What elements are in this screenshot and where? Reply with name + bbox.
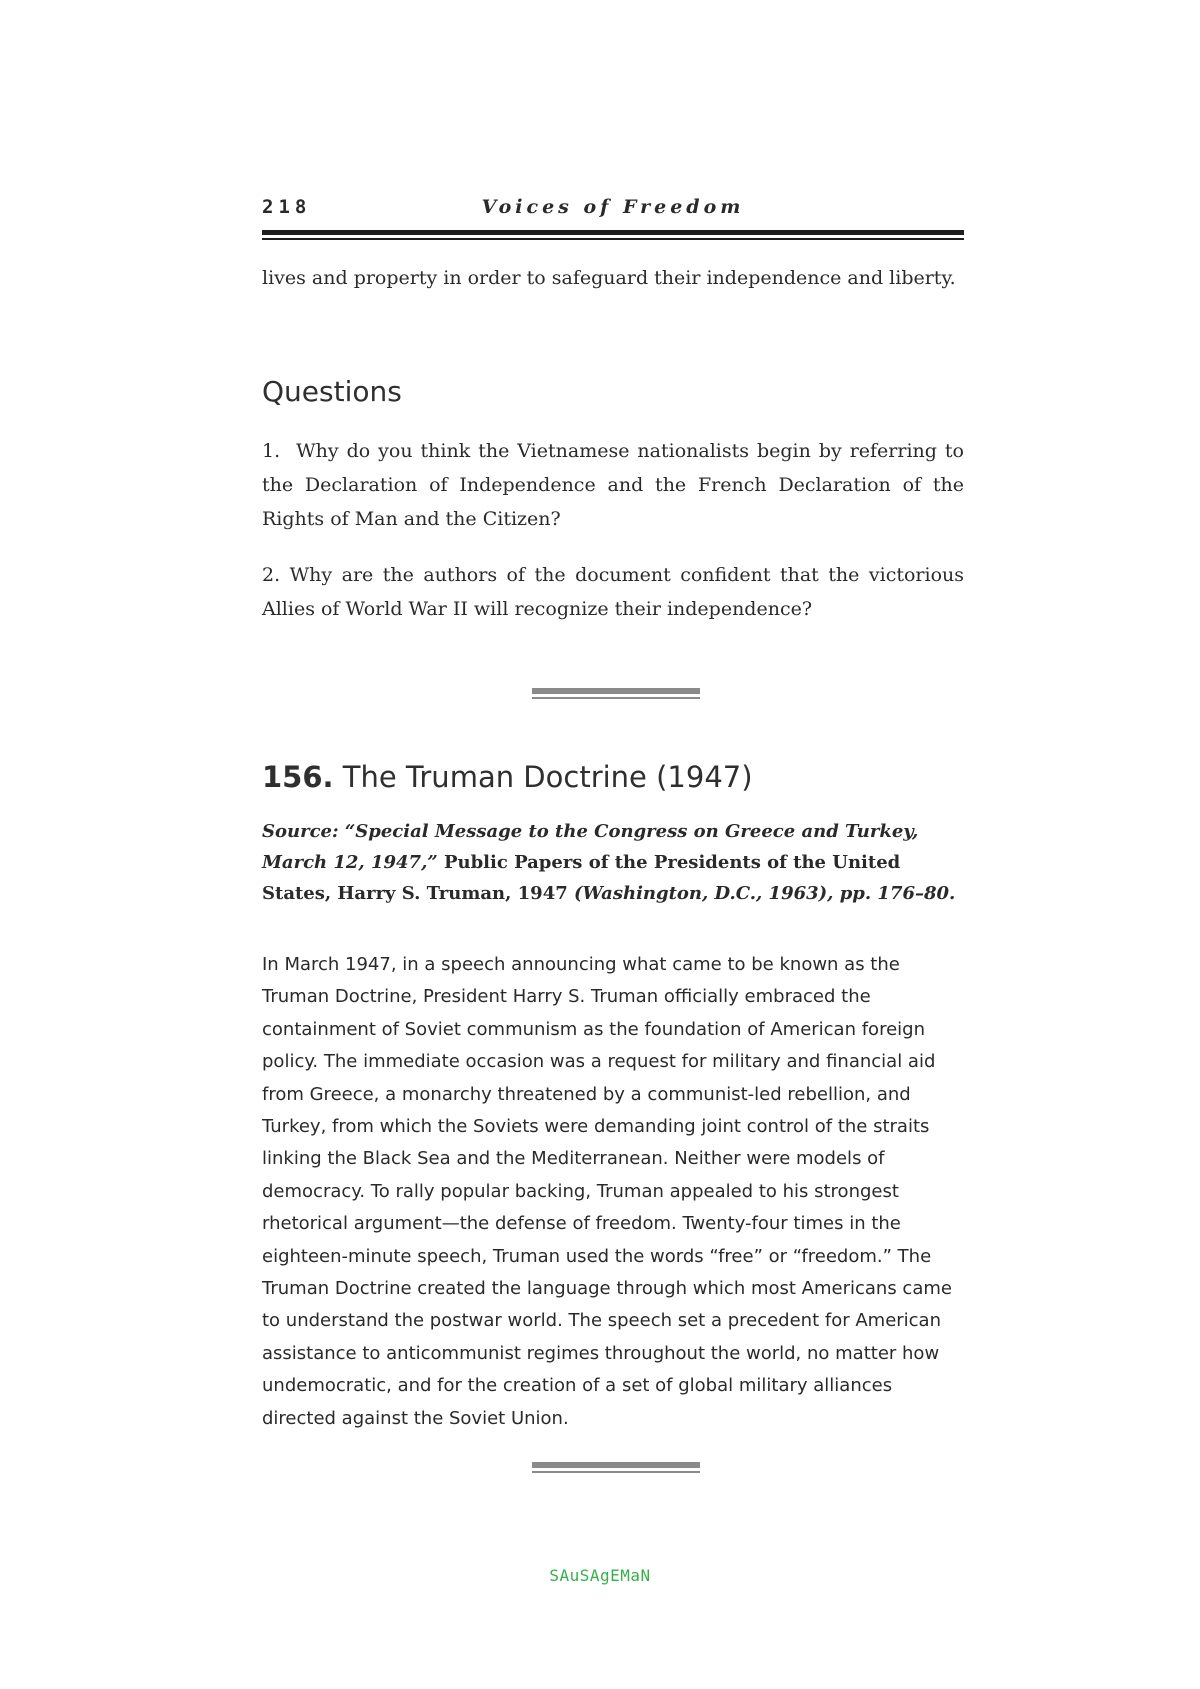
watermark: SAuSAgEMaN	[549, 1566, 651, 1585]
section-divider-ornament	[532, 688, 700, 699]
question-number: 2.	[262, 564, 281, 586]
continuation-paragraph: lives and property in order to safeguard their independence and liberty.	[262, 267, 956, 289]
introduction-paragraph: In March 1947, in a speech announcing what came to be known as the Truman Doctrine, President Harry S. Truman officially embraced the containment of Soviet communism as the foundation of American foreign policy. The immediate occasion was a request for military and financial aid from Greece, a monarchy threatened by a communist-led rebellion, and Turkey, from which the Soviets were demanding joint control of the straits linking the Black Sea and the Mediterranean. Neither were models of democracy. To rally popular backing, Truman appealed to his strongest rhetorical argument—the defense of freedom. Twenty-four times in the eighteen-minute speech, Truman used the words “free” or “freedom.” The Truman Doctrine created the language through which most Americans came to understand the postwar world. The speech set a precedent for American assistance to anticommunist regimes throughout the world, no matter how undemocratic, and for the creation of a set of global military alliances directed against the Soviet Union.	[262, 954, 952, 1429]
question-text: Why are the authors of the document confident that the victorious Allies of World War II will recognize their independence?	[262, 564, 965, 620]
document-title-text: The Truman Doctrine (1947)	[342, 760, 753, 794]
source-citation-part: (Washington, D.C., 1963), pp. 176–80.	[574, 883, 956, 904]
question-item	[262, 434, 964, 536]
book-title: Voices of Freedom	[481, 196, 745, 218]
document-title	[262, 760, 753, 794]
question-number: 1.	[262, 440, 281, 462]
document-number: 156.	[262, 760, 334, 794]
section-divider-ornament	[532, 1462, 700, 1473]
page-number: 218	[262, 196, 312, 218]
book-page	[262, 0, 964, 1689]
source-citation-part: Source: “Special Message to the Congress on Greece and Turkey, March 12, 1947,”	[262, 821, 919, 873]
questions-heading: Questions	[262, 375, 402, 408]
question-text: Why do you think the Vietnamese nationalists begin by referring to the Declaration of Independence and the French Declaration of the Rights of Man and the Citizen?	[262, 440, 964, 530]
header-rule-thin	[262, 238, 964, 240]
source-citation	[262, 816, 964, 909]
header-rule-thick	[262, 230, 964, 235]
running-head	[262, 196, 964, 226]
source-citation-part: Public Papers of the Presidents of the United States, Harry S. Truman, 1947	[262, 852, 901, 904]
question-item	[262, 558, 964, 626]
